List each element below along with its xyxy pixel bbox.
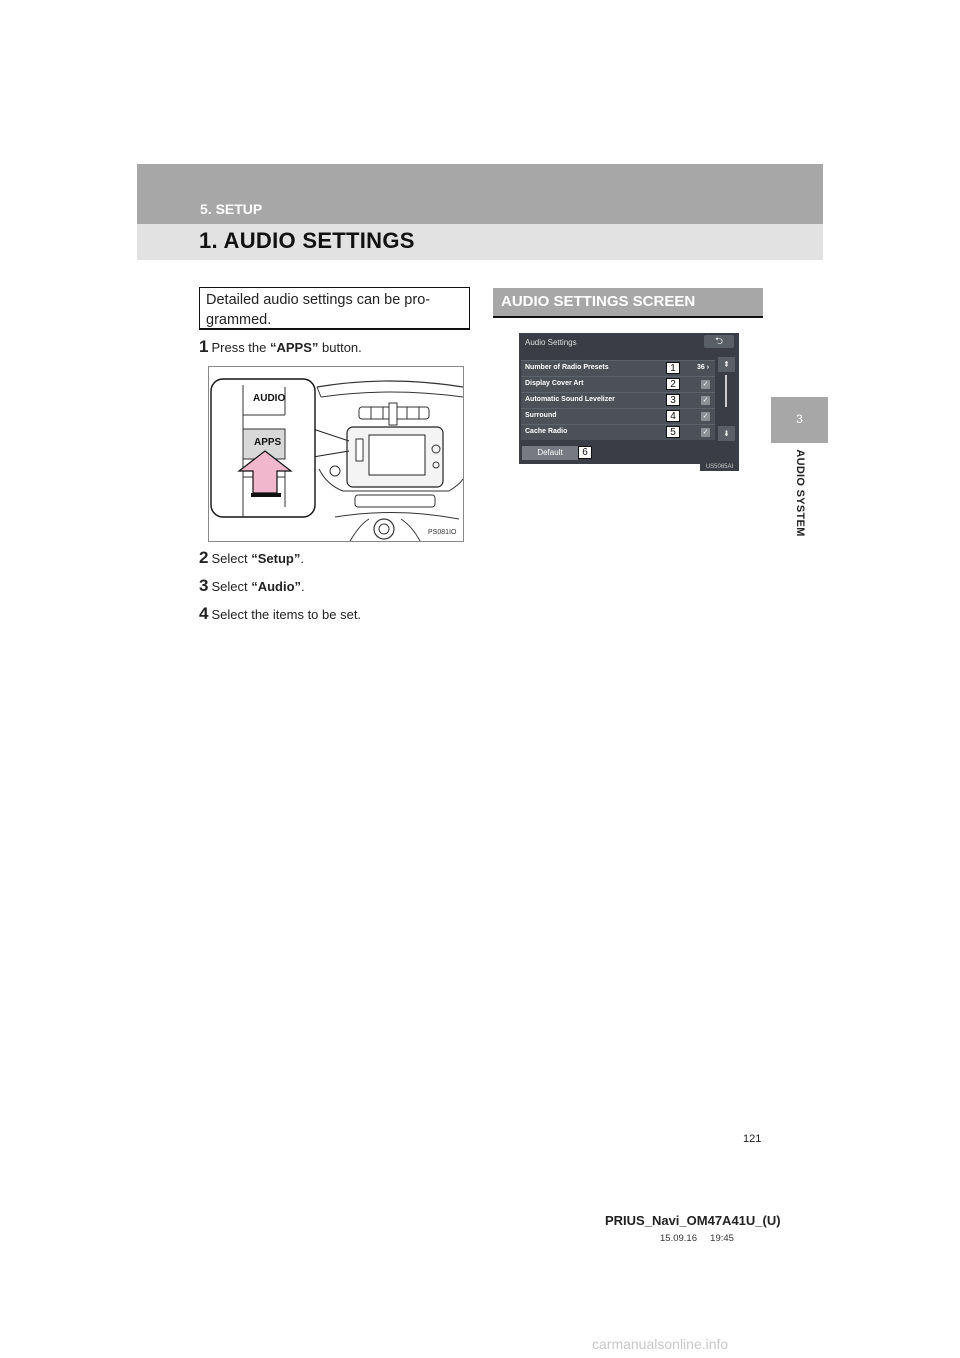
checkbox-icon[interactable]: ✓: [702, 381, 709, 388]
step-text: Select: [211, 551, 252, 566]
chapter-tab-number: 3: [796, 412, 803, 426]
step-quoted: “Audio”: [251, 579, 302, 594]
callout-number: 6: [578, 446, 592, 459]
checkbox-icon[interactable]: ✓: [702, 413, 709, 420]
row-label: Automatic Sound Levelizer: [525, 396, 615, 403]
audio-button-label: AUDIO: [253, 393, 286, 404]
step-text-end: .: [300, 551, 304, 566]
scrollbar[interactable]: [725, 375, 727, 407]
intro-line-2: grammed.: [206, 312, 272, 328]
step-number: 1: [199, 337, 209, 356]
callout-number: 5: [666, 426, 680, 438]
settings-row[interactable]: [521, 408, 715, 424]
watermark: carmanualsonline.info: [592, 1336, 729, 1352]
settings-row[interactable]: [521, 392, 715, 408]
page-title: 1. AUDIO SETTINGS: [199, 228, 415, 253]
figure-code: PS081IO: [428, 529, 457, 536]
screen-section-heading: AUDIO SETTINGS SCREEN: [493, 288, 763, 316]
audio-settings-screen: [519, 333, 739, 464]
settings-row[interactable]: [521, 360, 715, 376]
dashboard-illustration: [208, 366, 464, 542]
step-number: 3: [199, 576, 209, 595]
settings-row[interactable]: [521, 376, 715, 392]
back-arrow-icon[interactable]: ⮌: [704, 335, 734, 348]
settings-row[interactable]: [521, 424, 715, 440]
step-text-end: .: [301, 579, 305, 594]
screen-figure-code: US5065AI: [700, 463, 739, 471]
chapter-tab-label: AUDIO SYSTEM: [794, 449, 806, 537]
row-value: 36 ›: [697, 364, 710, 371]
step-4: [199, 604, 361, 624]
scroll-down-icon[interactable]: ⇟: [718, 426, 735, 441]
row-label: Surround: [525, 412, 557, 419]
step-number: 4: [199, 604, 209, 623]
section-label: 5. SETUP: [200, 201, 263, 217]
step-text: Press the: [211, 340, 270, 355]
document-code: PRIUS_Navi_OM47A41U_(U): [605, 1213, 781, 1228]
row-label: Cache Radio: [525, 428, 568, 435]
checkbox-icon[interactable]: ✓: [702, 397, 709, 404]
step-text: Select: [211, 579, 252, 594]
step-quoted: “APPS”: [270, 340, 319, 355]
default-button[interactable]: Default: [522, 446, 578, 460]
step-1: [199, 337, 362, 357]
callout-number: 2: [666, 378, 680, 390]
step-number: 2: [199, 548, 209, 567]
step-text-end: button.: [318, 340, 362, 355]
intro-line-1: Detailed audio settings can be pro-: [206, 292, 431, 308]
document-date: 15.09.16 19:45: [660, 1233, 734, 1244]
scroll-up-icon[interactable]: ⇞: [718, 357, 735, 372]
row-label: Display Cover Art: [525, 380, 584, 387]
page-number: 121: [743, 1133, 762, 1145]
apps-button-label: APPS: [254, 437, 282, 448]
callout-number: 1: [666, 362, 680, 374]
row-label: Number of Radio Presets: [525, 364, 609, 371]
step-text: Select the items to be set.: [211, 607, 362, 622]
step-2: [199, 548, 304, 568]
callout-number: 4: [666, 410, 680, 422]
step-3: [199, 576, 305, 596]
intro-box: [199, 287, 470, 330]
dashboard-drawing: [209, 367, 464, 542]
callout-number: 3: [666, 394, 680, 406]
step-quoted: “Setup”: [251, 551, 301, 566]
checkbox-icon[interactable]: ✓: [702, 429, 709, 436]
screen-title: Audio Settings: [525, 338, 577, 347]
heading-rule: [493, 316, 763, 318]
